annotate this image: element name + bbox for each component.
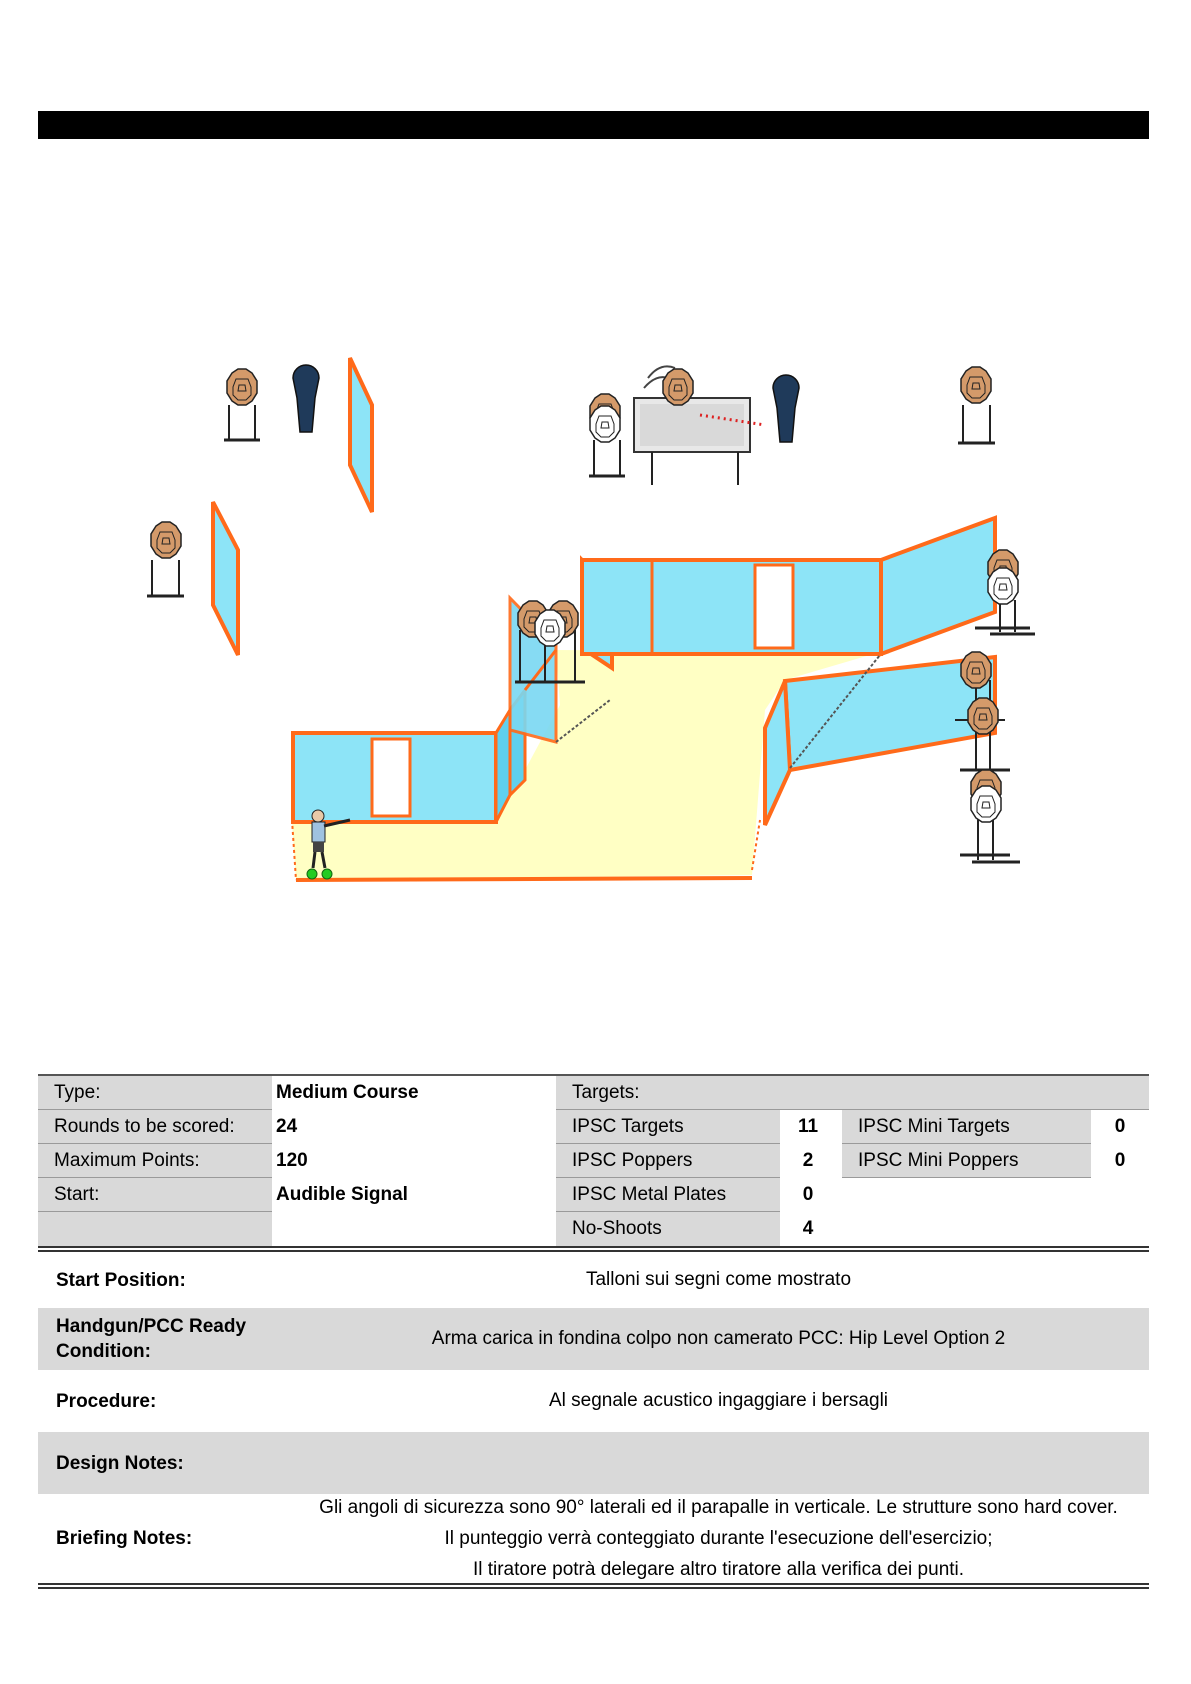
stage-summary-table (38, 1074, 1149, 1252)
procedure-row (38, 1370, 1149, 1432)
ready-condition-row (38, 1308, 1149, 1370)
design-notes-row (38, 1432, 1149, 1494)
briefing-line: Gli angoli di sicurezza sono 90° laterali ed il parapalle in verticale. Le strutture sono hard cover. (319, 1496, 1118, 1518)
ipsc-mini-targets-value: 0 (1114, 1116, 1126, 1137)
start-position-label: Start Position: (56, 1269, 186, 1291)
type-value: Medium Course (276, 1082, 419, 1103)
header-bar (38, 111, 1149, 139)
popper-top-center (773, 375, 799, 442)
ready-condition-value: Arma carica in fondina colpo non camerato PCC: Hip Level Option 2 (431, 1328, 1006, 1349)
empty-label (38, 1212, 272, 1246)
targets-right-lower (960, 770, 1020, 862)
ipsc-poppers-value: 2 (802, 1150, 814, 1171)
wall-center (582, 560, 881, 654)
procedure-label: Procedure: (56, 1390, 157, 1412)
start-value: Audible Signal (276, 1184, 408, 1205)
briefing-notes-label: Briefing Notes: (56, 1527, 193, 1549)
briefing-notes-row (38, 1494, 1149, 1582)
targets-header: Targets: (556, 1076, 1149, 1110)
target-top-right (958, 367, 995, 443)
no-shoots-label: No-Shoots (556, 1212, 780, 1246)
popper-top-left (293, 365, 319, 432)
stage-diagram (0, 340, 1191, 920)
start-position-row (38, 1252, 1149, 1308)
target-top-left (224, 369, 260, 440)
ipsc-mini-poppers-label: IPSC Mini Poppers (842, 1144, 1091, 1178)
door-center (755, 565, 793, 648)
ipsc-targets-value: 11 (797, 1116, 819, 1137)
target-top-center (663, 369, 693, 405)
barrier-wall-top (350, 358, 372, 512)
start-label: Start: (38, 1178, 272, 1212)
ipsc-targets-label: IPSC Targets (556, 1110, 780, 1144)
max-points-value: 120 (276, 1150, 308, 1171)
ready-condition-label: Handgun/PCC Ready Condition: (56, 1316, 247, 1362)
design-notes-label: Design Notes: (56, 1452, 184, 1474)
target-top-center-left (589, 394, 625, 476)
procedure-value: Al segnale acustico ingaggiare i bersagli (548, 1390, 889, 1411)
briefing-line: Il tiratore potrà delegare altro tiratore alla verifica dei punti. (472, 1558, 965, 1580)
briefing-line: Il punteggio verrà conteggiato durante l'esecuzione dell'esercizio; (444, 1527, 993, 1549)
type-label: Type: (38, 1076, 272, 1110)
barrier-wall-left (213, 502, 238, 655)
max-points-label: Maximum Points: (38, 1144, 272, 1178)
briefing-notes-text (288, 1494, 1149, 1582)
target-left (147, 522, 184, 596)
rounds-value: 24 (276, 1116, 298, 1137)
ipsc-mini-targets-label: IPSC Mini Targets (842, 1110, 1091, 1144)
ipsc-poppers-label: IPSC Poppers (556, 1144, 780, 1178)
start-position-value: Talloni sui segni come mostrato (585, 1269, 852, 1290)
ipsc-metal-plates-label: IPSC Metal Plates (556, 1178, 780, 1212)
wall-right-upper (881, 518, 995, 654)
ipsc-mini-poppers-value: 0 (1114, 1150, 1126, 1171)
no-shoots-value: 4 (802, 1218, 814, 1239)
door-left (372, 739, 410, 816)
ipsc-metal-plates-value: 0 (802, 1184, 814, 1205)
rounds-label: Rounds to be scored: (38, 1110, 272, 1144)
